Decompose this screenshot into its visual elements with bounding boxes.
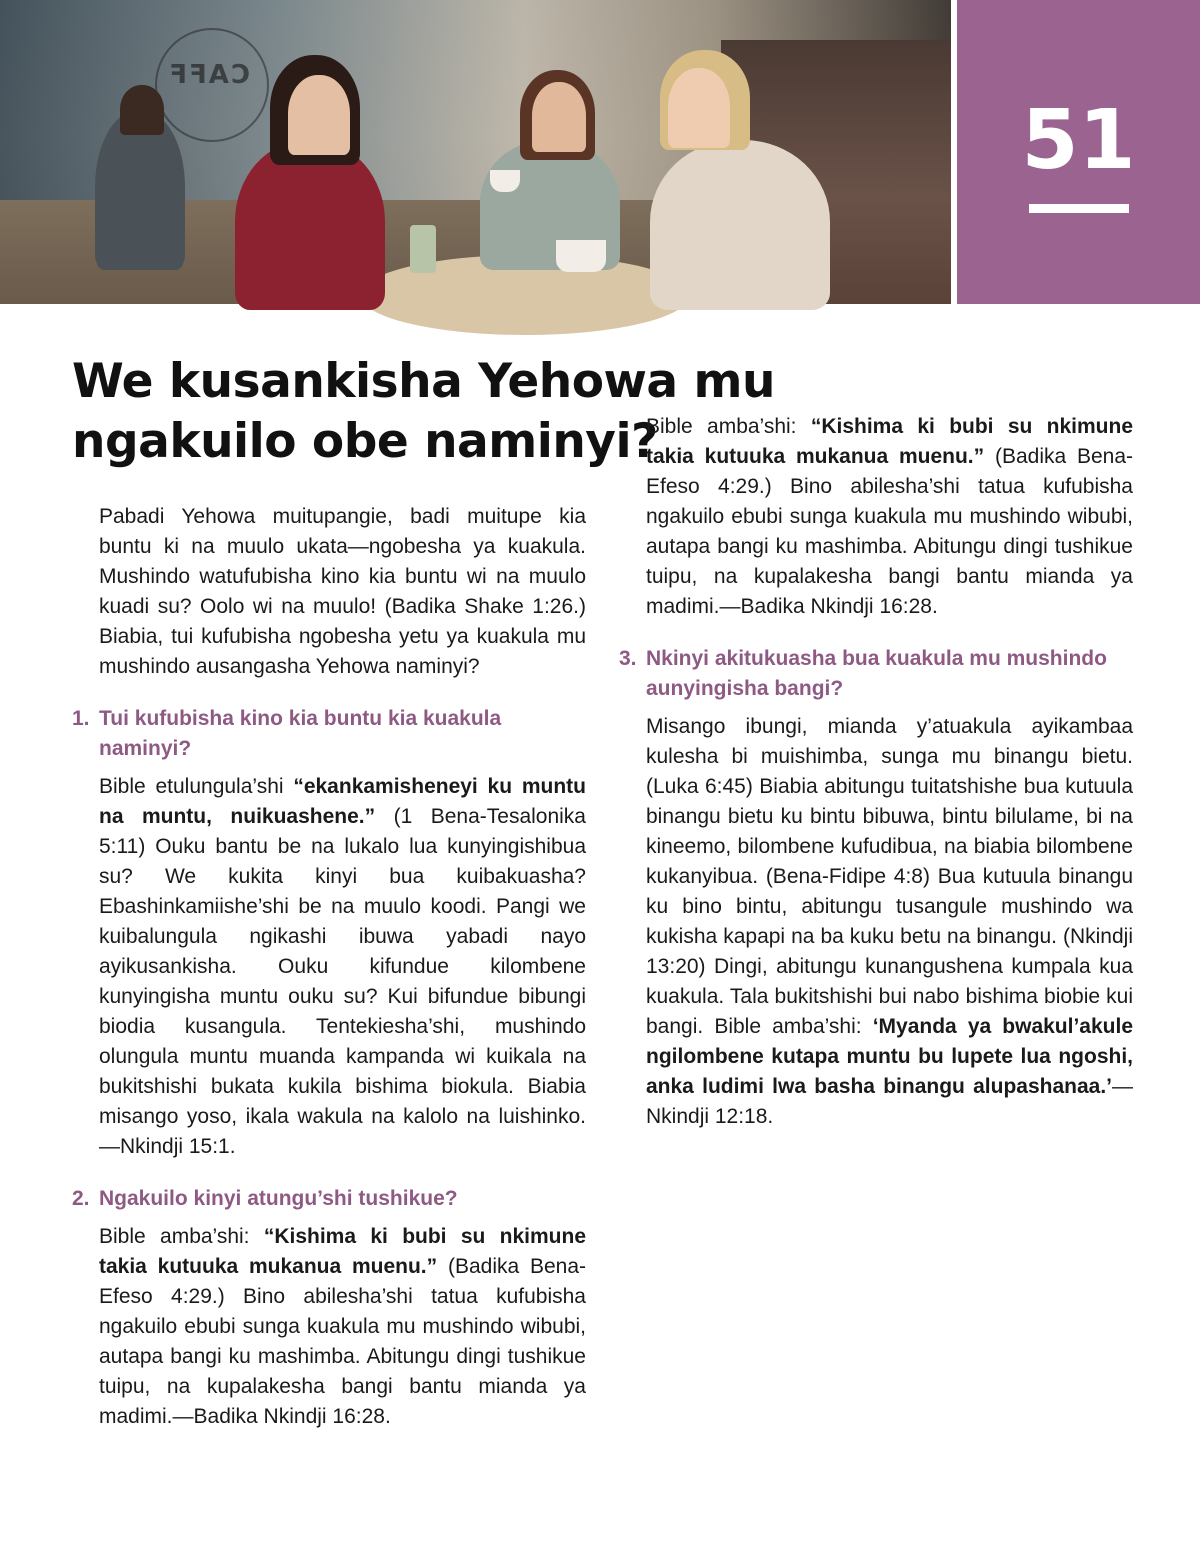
section-2-scripture-quote: “Kishima ki bubi su nkimune takia kutuuka mukanua muenu.” xyxy=(99,1225,586,1278)
section-3-question-text: Nkinyi akitukuasha bua kuakula mu mushindo aunyingisha bangi? xyxy=(646,647,1107,700)
section-3-number: 3. xyxy=(619,647,637,670)
cafe-sign-text: CAFF xyxy=(167,60,250,90)
intro-paragraph: Pabadi Yehowa muitupangie, badi muitupe kia buntu ki na muulo ukata—ngobesha ya kuakula. Mushindo watufubisha kino kia buntu wi na muulo kuadi su? Oolo wi na muulo! (Badika Shake 1:26.) Biabia, tui kufubisha ngobesha yetu ya kuakula mu mushindo ausangasha Yehowa naminyi? xyxy=(99,505,586,678)
lesson-number: 51 xyxy=(1021,93,1136,188)
section-2-question xyxy=(72,1184,586,1214)
section-3-text-start: Misango ibungi, mianda y’atuakula ayikambaa kulesha bi muishimba, sunga mu binangu bietu. (Luka 6:45) Biabia abitungu tuitatshishe bua kutuula binangu bietu ku bintu bibuwa, bintu bilulame, bi na kineemo, bilombene kufudibua, na biabia bilombene kukanyibua. (Bena-Fidipe 4:8) Bua kutuula binangu ku bino bintu, abitungu tusangule mushindo wa kukisha kapapi na ba kuku betu na binangu. (Nkindji 13:20) Dingi, abitungu kunangushena kumpala kua kuakula. Tala bukitshishi bui nabo bishima biobie kui bangi. Bible amba’shi: xyxy=(646,715,1133,1038)
section-2-question-text: Ngakuilo kinyi atungu’shi tushikue? xyxy=(99,1187,458,1210)
section-1-text-start: Bible etulungula’shi xyxy=(99,775,294,798)
section-3-question xyxy=(619,644,1133,704)
section-3-scripture-quote: ‘Myanda ya bwakul’akule ngilombene kutapa muntu bu lupete lua ngoshi, anka ludimi lwa basha binangu alupashanaa.’ xyxy=(646,1015,1133,1098)
section-1-paragraph xyxy=(72,772,586,1162)
coffee-cup-icon xyxy=(490,170,520,192)
coffee-cup-icon xyxy=(556,240,606,272)
glass-jar-icon xyxy=(410,225,436,273)
woman-green-blouse-face xyxy=(532,82,586,152)
page-title-line-2: ngakuilo obe naminyi? xyxy=(72,414,658,469)
woman-red-sweater xyxy=(235,140,385,310)
woman-cream-sweater xyxy=(650,140,830,310)
right-column xyxy=(619,415,1133,1154)
section-1-number: 1. xyxy=(72,707,90,730)
page-title-line-1: We kusankisha Yehowa mu xyxy=(72,354,775,409)
section-1-question xyxy=(72,704,586,764)
woman-red-sweater-face xyxy=(288,75,350,155)
background-person-head xyxy=(120,85,164,135)
section-3-text-end: —Nkindji 12:18. xyxy=(646,1075,1133,1128)
section-3-paragraph xyxy=(619,712,1133,1132)
section-1-scripture-quote: “ekankamisheneyi ku muntu na muntu, nuikuashene.” xyxy=(99,775,586,828)
section-2-number: 2. xyxy=(72,1187,90,1210)
lesson-number-underline xyxy=(1029,204,1129,213)
section-1-question-text: Tui kufubisha kino kia buntu kia kuakula naminyi? xyxy=(99,707,502,760)
section-2-text-start: Bible amba’shi: xyxy=(99,1225,264,1248)
section-2-continuation-text: Bible amba’shi: “Kishima ki bubi su nkimune takia kutuuka mukanua muenu.” (Badika Bena-Efeso 4:29.) Bino abilesha’shi tatua kufubisha ngakuilo ebubi sunga kuakula mu mushindo wibubi, autapa bangi ku mashimba. Abitungu dingi tushikue tuipu, na kupalakesha bangi bantu mianda ya madimi.—Badika Nkindji 16:28. xyxy=(646,415,1133,618)
section-2-paragraph-continued xyxy=(619,415,1133,622)
woman-cream-sweater-face xyxy=(668,68,730,148)
section-2-text-end: (Badika Bena-Efeso 4:29.) Bino abilesha’shi tatua kufubisha ngakuilo ebubi sunga kuakula mu mushindo wibubi, autapa bangi ku mashimba. Abitungu dingi tushikue tuipu, na kupalakesha bangi bantu mianda ya madimi.—Badika Nkindji 16:28. xyxy=(99,1255,586,1428)
section-1-text-end: (1 Bena-Tesalonika 5:11) Ouku bantu be na lukalo lua kunyingishibua su? We kukita kinyi bua kuibakuasha? Ebashinkamiishe’shi be na muulo koodi. Pangi we kuibalungula ngikashi ibuwa yabadi nayo ayikusankisha. Ouku kifundue kilombene kunyingisha muntu ouku su? Kui bifundue bibungi biodia kusangula. Tentekiesha’shi, mushindo olungula muntu muanda kampanda wi kuikala na bukitshishi bukata kukila bishima biokula. Biabia misango yoso, ikala wakula na kalolo na luishinko.—Nkindji 15:1. xyxy=(99,805,586,1158)
section-2-paragraph xyxy=(72,1222,586,1428)
left-column xyxy=(72,502,586,1428)
lesson-badge xyxy=(957,0,1200,304)
header-photo xyxy=(0,0,951,304)
